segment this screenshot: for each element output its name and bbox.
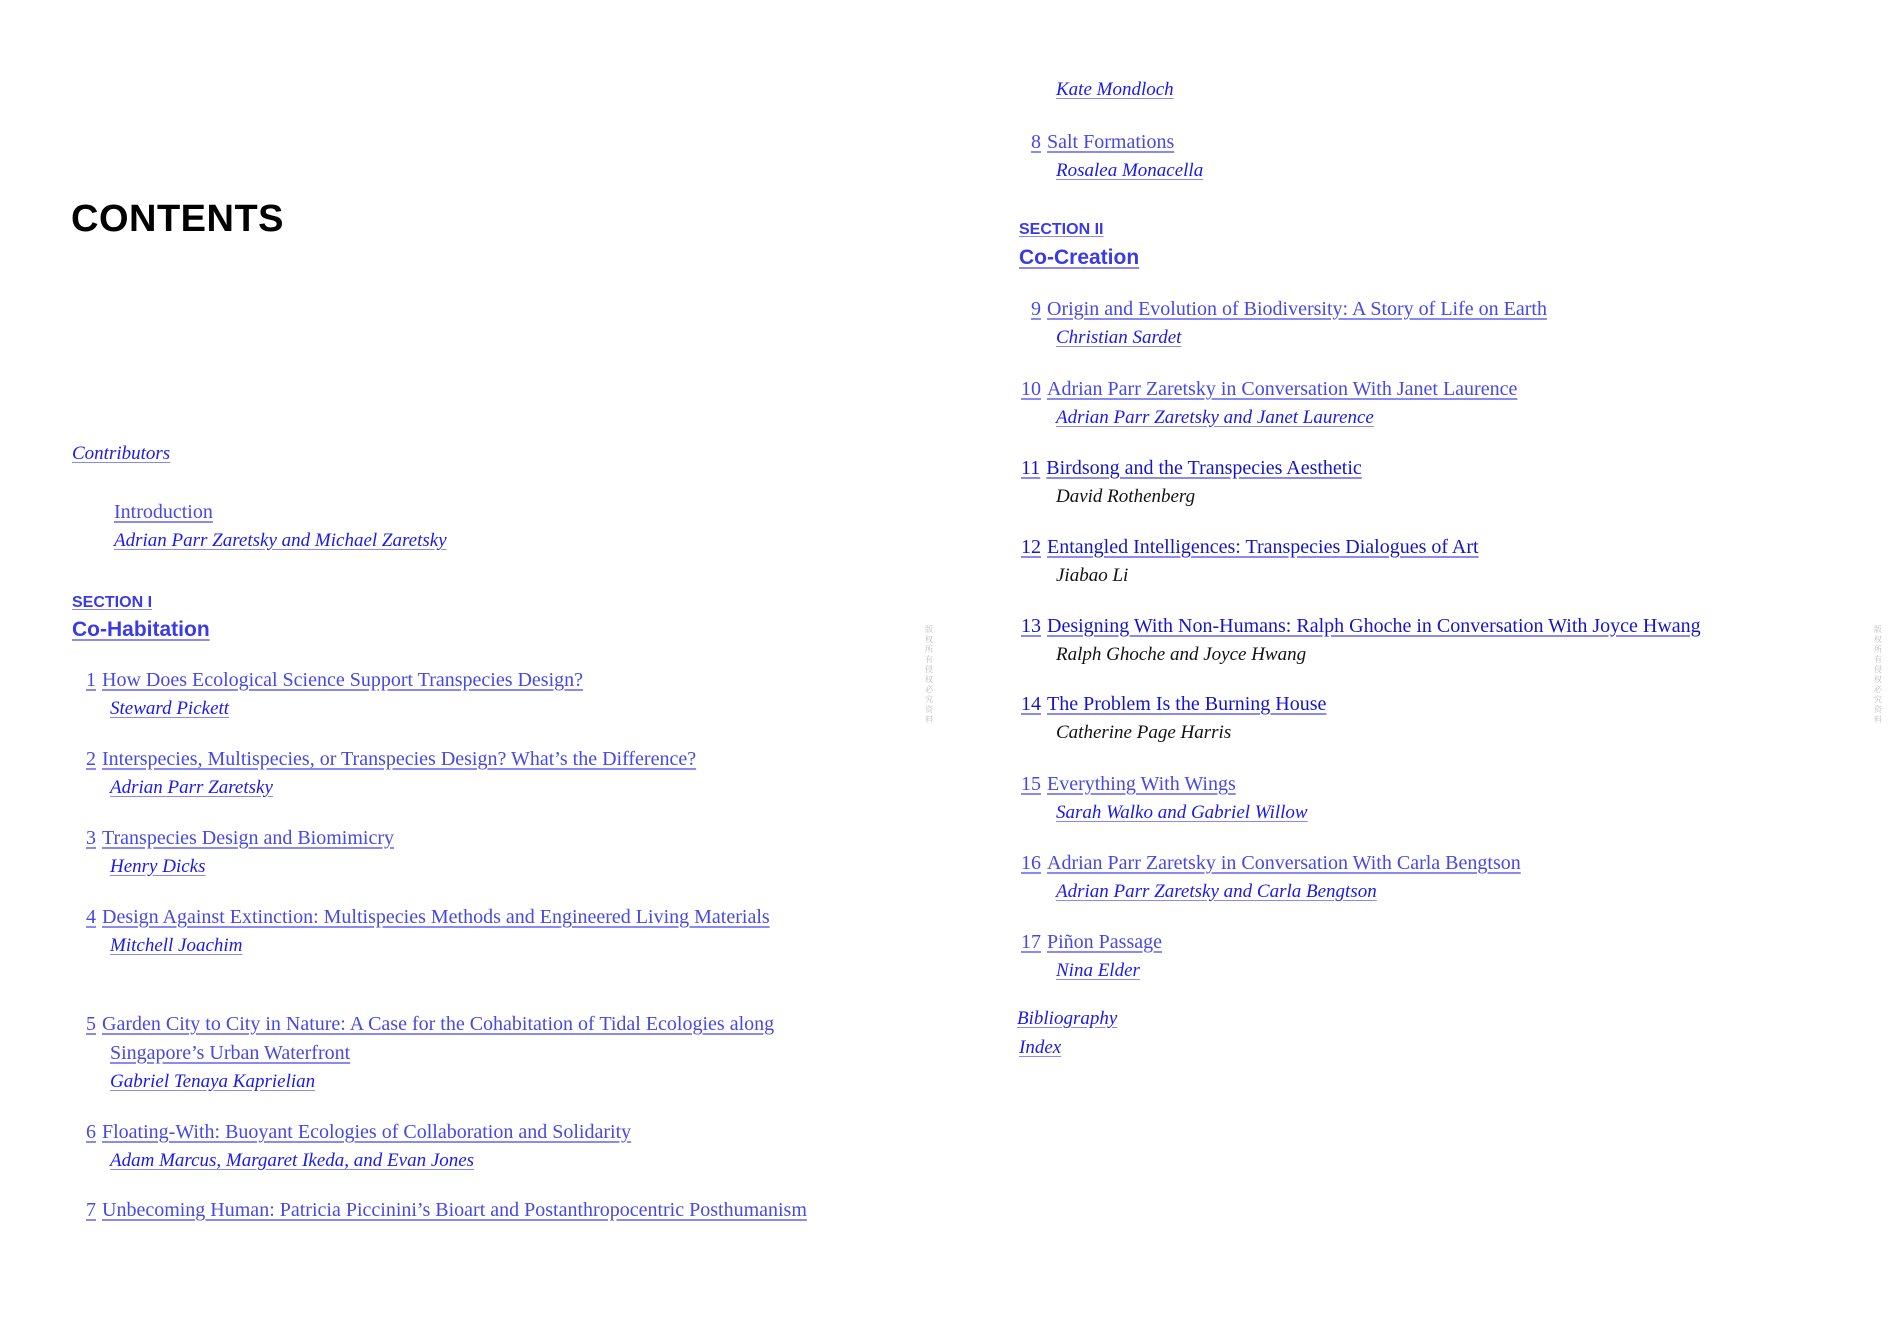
chapter-title-text: Salt Formations	[1047, 131, 1175, 153]
chapter-number: 16	[1021, 852, 1041, 874]
chapter-number: 14	[1021, 693, 1041, 715]
chapter-number: 2	[86, 748, 96, 770]
chapter-title-link-15[interactable]	[1021, 770, 1851, 799]
chapter-author-link-7[interactable]: Kate Mondloch	[1056, 79, 1174, 100]
chapter-entry-2	[86, 745, 856, 802]
gutter-stamp-right: 版权所有侵权必究资料	[1874, 625, 1882, 724]
chapter-entry-5	[86, 1010, 856, 1096]
chapter-author-link-15[interactable]: Sarah Walko and Gabriel Willow	[1056, 802, 1308, 823]
chapter-entry-4	[86, 903, 816, 960]
chapter-number: 5	[86, 1013, 96, 1035]
chapter-7-author-continued	[1021, 76, 1851, 104]
chapter-title-text: Entangled Intelligences: Transpecies Dialogues of Art	[1047, 536, 1479, 558]
chapter-title-link-1[interactable]	[86, 666, 856, 695]
chapter-author-14: Catherine Page Harris	[1056, 722, 1232, 743]
chapter-author-link-5[interactable]: Gabriel Tenaya Kaprielian	[110, 1071, 316, 1092]
chapter-entry-14	[1021, 690, 1851, 747]
chapter-title-link-3[interactable]	[86, 824, 856, 853]
introduction-entry	[114, 498, 447, 555]
chapter-title-text: How Does Ecological Science Support Transpecies Design?	[102, 669, 584, 691]
section-1-name[interactable]: Co-Habitation	[72, 618, 210, 641]
chapter-title-link-6[interactable]	[86, 1118, 856, 1147]
section-1-label[interactable]: SECTION I	[72, 594, 153, 611]
chapter-entry-12	[1021, 533, 1851, 590]
chapter-title-text: Design Against Extinction: Multispecies Methods and Engineered Living Materials	[102, 906, 770, 928]
right-page	[945, 0, 1890, 1338]
chapter-entry-15	[1021, 770, 1851, 827]
chapter-number: 13	[1021, 615, 1041, 637]
chapter-entry-11	[1021, 454, 1851, 511]
chapter-title-text: Birdsong and the Transpecies Aesthetic	[1046, 457, 1362, 479]
chapter-title-text: Adrian Parr Zaretsky in Conversation With Janet Laurence	[1047, 378, 1518, 400]
chapter-author-13: Ralph Ghoche and Joyce Hwang	[1056, 644, 1307, 665]
gutter-stamp: 版权所有侵权必究资料	[925, 625, 933, 724]
chapter-author-link-8[interactable]: Rosalea Monacella	[1056, 160, 1204, 181]
chapter-entry-8	[1021, 128, 1851, 185]
chapter-title-link-13[interactable]	[1021, 612, 1871, 641]
chapter-number: 1	[86, 669, 96, 691]
chapter-title-link-10[interactable]	[1021, 375, 1851, 404]
introduction-title-link[interactable]: Introduction	[114, 501, 213, 523]
chapter-title-text: Designing With Non-Humans: Ralph Ghoche in Conversation With Joyce Hwang	[1047, 615, 1701, 637]
contributors-link[interactable]: Contributors	[72, 443, 171, 464]
section-2-name[interactable]: Co-Creation	[1019, 246, 1140, 269]
chapter-title-link-12[interactable]	[1021, 533, 1851, 562]
chapter-title-link-9[interactable]	[1021, 295, 1851, 324]
chapter-title-link-16[interactable]	[1021, 849, 1851, 878]
chapter-author-link-9[interactable]: Christian Sardet	[1056, 327, 1182, 348]
introduction-author-link[interactable]: Adrian Parr Zaretsky and Michael Zaretsky	[114, 530, 447, 551]
chapter-title-link-14[interactable]	[1021, 690, 1851, 719]
chapter-entry-7	[86, 1196, 816, 1225]
chapter-number: 8	[1031, 131, 1041, 153]
chapter-entry-10	[1021, 375, 1851, 432]
chapter-author-12: Jiabao Li	[1056, 565, 1129, 586]
chapter-number: 7	[86, 1199, 96, 1221]
section-2-label[interactable]: SECTION II	[1019, 221, 1104, 238]
chapter-entry-1	[86, 666, 856, 723]
index-link[interactable]: Index	[1019, 1037, 1062, 1058]
chapter-title-link-5[interactable]	[86, 1010, 856, 1068]
chapter-entry-17	[1021, 928, 1851, 985]
chapter-title-text: Everything With Wings	[1047, 773, 1236, 795]
chapter-title-text: Piñon Passage	[1047, 931, 1162, 953]
chapter-author-link-6[interactable]: Adam Marcus, Margaret Ikeda, and Evan Jones	[110, 1150, 475, 1171]
page-title: CONTENTS	[71, 198, 284, 240]
chapter-title-link-4[interactable]	[86, 903, 816, 932]
chapter-title-text: Transpecies Design and Biomimicry	[102, 827, 395, 849]
chapter-number: 6	[86, 1121, 96, 1143]
chapter-author-link-2[interactable]: Adrian Parr Zaretsky	[110, 777, 273, 798]
chapter-author-11: David Rothenberg	[1056, 486, 1196, 507]
chapter-title-link-8[interactable]	[1021, 128, 1851, 157]
chapter-title-text: The Problem Is the Burning House	[1047, 693, 1327, 715]
chapter-title-text: Garden City to City in Nature: A Case for the Cohabitation of Tidal Ecologies along Singapore’s Urban Waterfront	[102, 1013, 775, 1064]
chapter-number: 15	[1021, 773, 1041, 795]
chapter-title-text: Interspecies, Multispecies, or Transpecies Design? What’s the Difference?	[102, 748, 697, 770]
chapter-title-text: Origin and Evolution of Biodiversity: A Story of Life on Earth	[1047, 298, 1547, 320]
chapter-author-link-4[interactable]: Mitchell Joachim	[110, 935, 243, 956]
chapter-author-link-10[interactable]: Adrian Parr Zaretsky and Janet Laurence	[1056, 407, 1374, 428]
chapter-title-text: Adrian Parr Zaretsky in Conversation With Carla Bengtson	[1047, 852, 1521, 874]
chapter-entry-6	[86, 1118, 856, 1175]
chapter-title-link-7[interactable]	[86, 1196, 816, 1225]
chapter-title-text: Unbecoming Human: Patricia Piccinini’s Bioart and Postanthropocentric Posthumanism	[102, 1199, 807, 1221]
chapter-number: 12	[1021, 536, 1041, 558]
chapter-number: 9	[1031, 298, 1041, 320]
chapter-entry-3	[86, 824, 856, 881]
chapter-number: 11	[1021, 457, 1041, 479]
chapter-number: 10	[1021, 378, 1041, 400]
chapter-entry-9	[1021, 295, 1851, 352]
chapter-author-link-16[interactable]: Adrian Parr Zaretsky and Carla Bengtson	[1056, 881, 1377, 902]
chapter-entry-13	[1021, 612, 1871, 669]
chapter-author-link-3[interactable]: Henry Dicks	[110, 856, 206, 877]
chapter-author-link-17[interactable]: Nina Elder	[1056, 960, 1140, 981]
chapter-number: 3	[86, 827, 96, 849]
chapter-entry-16	[1021, 849, 1851, 906]
chapter-author-link-1[interactable]: Steward Pickett	[110, 698, 230, 719]
chapter-number: 4	[86, 906, 96, 928]
chapter-title-text: Floating-With: Buoyant Ecologies of Collaboration and Solidarity	[102, 1121, 632, 1143]
bibliography-link[interactable]: Bibliography	[1017, 1008, 1118, 1029]
chapter-title-link-17[interactable]	[1021, 928, 1851, 957]
chapter-number: 17	[1021, 931, 1041, 953]
chapter-title-link-11[interactable]	[1021, 454, 1851, 483]
chapter-title-link-2[interactable]	[86, 745, 856, 774]
